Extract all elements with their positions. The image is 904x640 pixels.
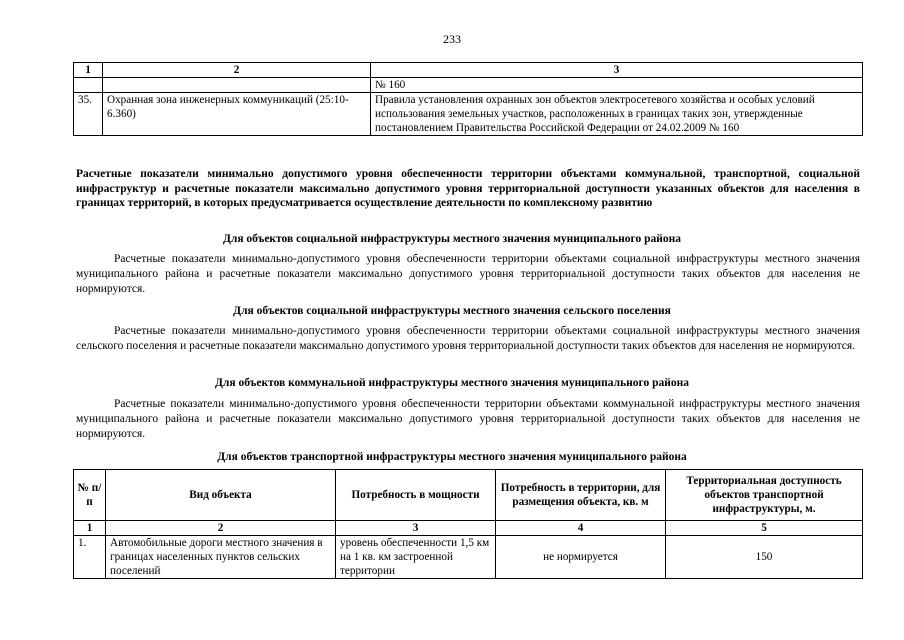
column-number-4: 4 xyxy=(496,521,666,536)
header-object-type: Вид объекта xyxy=(106,470,336,521)
column-number-1: 1 xyxy=(74,63,103,78)
page-number: 233 xyxy=(443,32,461,46)
header-accessibility: Территориальная доступность объектов транспортной инфраструктуры, м. xyxy=(666,470,863,521)
row-number: 35. xyxy=(74,93,103,136)
table-row xyxy=(74,536,863,579)
section-title-transport: Для объектов транспортной инфраструктуры местного значения муниципального района xyxy=(217,451,687,463)
zone-regulation: Правила установления охранных зон объектов электросетевого хозяйства и особых условий использования земельных участков, расположенных в границах таких зон, утвержденные постановлением Правительства Российской Федерации от 24.02.2009 № 160 xyxy=(371,93,863,136)
objects-table xyxy=(73,62,863,136)
column-number-2: 2 xyxy=(103,63,371,78)
column-number-3: 3 xyxy=(336,521,496,536)
section-text-communal-district: Расчетные показатели минимально-допустимого уровня обеспеченности территории объектами коммунальной инфраструктуры местного значения муниципального района и расчетные показатели максимально допустимого уровня территориальной доступности таких объектов для населения не нормируются. xyxy=(76,398,860,440)
accessibility-value: 150 xyxy=(666,536,863,579)
column-number-3: 3 xyxy=(371,63,863,78)
header-territory: Потребность в территории, для размещения объекта, кв. м xyxy=(496,470,666,521)
column-number-5: 5 xyxy=(666,521,863,536)
table-number-row xyxy=(74,521,863,536)
table-row xyxy=(74,93,863,136)
column-number-1: 1 xyxy=(74,521,106,536)
section-title-social-rural: Для объектов социальной инфраструктуры местного значения сельского поселения xyxy=(233,305,671,317)
column-number-2: 2 xyxy=(106,521,336,536)
section-title-social-district: Для объектов социальной инфраструктуры местного значения муниципального района xyxy=(222,233,682,245)
main-heading: Расчетные показатели минимально допустимого уровня обеспеченности территории объектами коммунальной, транспортной, социальной инфраструктур и расчетные показатели максимально допустимого уровня территориальной доступности указанных объектов для населения в границах территорий, в которых предусматривается осуществление деятельности по комплексному развитию xyxy=(76,168,860,209)
continuation-text: № 160 xyxy=(371,78,863,93)
transport-table xyxy=(73,469,863,579)
table-header-row xyxy=(74,63,863,78)
section-text-social-district: Расчетные показатели минимально-допустимого уровня обеспеченности территории объектами социальной инфраструктуры местного значения муниципального района и расчетные показатели максимально допустимого уровня территориальной доступности таких объектов для населения не нормируются. xyxy=(76,253,860,295)
section-title-communal-district: Для объектов коммунальной инфраструктуры местного значения муниципального района xyxy=(214,377,689,389)
header-number: № п/п xyxy=(74,470,106,521)
section-text-social-rural: Расчетные показатели минимально-допустимого уровня обеспеченности территории объектами социальной инфраструктуры местного значения сельского поселения и расчетные показатели максимально допустимого уровня территориальной доступности таких объектов для населения не нормируются. xyxy=(76,325,860,352)
object-type: Автомобильные дороги местного значения в границах населенных пунктов сельских поселений xyxy=(106,536,336,579)
table-row xyxy=(74,78,863,93)
zone-name: Охранная зона инженерных коммуникаций (25:10-6.360) xyxy=(103,93,371,136)
table-header-row xyxy=(74,470,863,521)
capacity-value: уровень обеспеченности 1,5 км на 1 кв. км застроенной территории xyxy=(336,536,496,579)
territory-value: не нормируется xyxy=(496,536,666,579)
row-number: 1. xyxy=(74,536,106,579)
header-capacity: Потребность в мощности xyxy=(336,470,496,521)
